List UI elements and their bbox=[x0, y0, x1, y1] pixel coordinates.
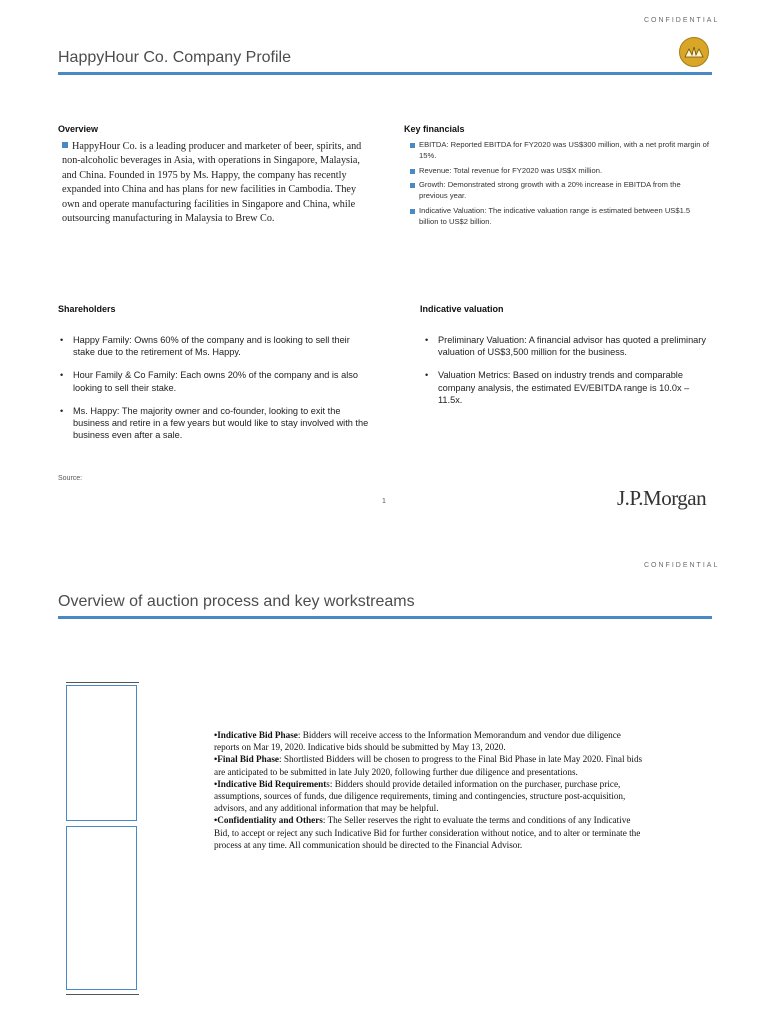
source-label: Source: bbox=[58, 475, 83, 482]
shareholders-heading: Shareholders bbox=[58, 304, 116, 314]
list-item: • Valuation Metrics: Based on industry trends and comparable company analysis, the estimated EV/EBITDA range is 10.0x – 11.5x. bbox=[425, 370, 690, 405]
bullet-dot-icon: • bbox=[60, 335, 64, 345]
bullet-square-icon bbox=[410, 143, 415, 148]
valuation-heading: Indicative valuation bbox=[420, 304, 504, 314]
list-item: Indicative Valuation: The indicative valuation range is estimated between US$1.5 billion to US$2 billion. bbox=[410, 206, 710, 228]
workstream-box bbox=[66, 685, 137, 821]
phase-paragraph: •Confidentiality and Others: The Seller reserves the right to evaluate the terms and conditions of any Indicative Bid, to accept or reject any such Indicative Bid for further consideration without notice, and to alter or terminate the process at any time. All communication should be directed to the Financial Advisor. bbox=[214, 815, 641, 850]
phase-paragraph: •Indicative Bid Requirements: Bidders should provide detailed information on the purchaser, purchase price, assumptions, sources of funds, due diligence requirements, timing and contingencies, structure post-acquisition, advisors, and any additional information that may be helpful. bbox=[214, 778, 626, 814]
phase-paragraph: •Final Bid Phase: Shortlisted Bidders will be chosen to progress to the Final Bid Phase in late May 2020. Final bids are anticipated to be submitted in late July 2020, following further due diligence and presentations. bbox=[214, 754, 643, 777]
page-number: 1 bbox=[382, 498, 386, 505]
list-item: EBITDA: Reported EBITDA for FY2020 was US$300 million, with a net profit margin of 15%. bbox=[410, 140, 710, 162]
page-title: Overview of auction process and key workstreams bbox=[58, 593, 415, 610]
key-financials-heading: Key financials bbox=[404, 124, 465, 134]
bullet-square-icon bbox=[410, 169, 415, 174]
bullet-dot-icon: • bbox=[60, 405, 64, 416]
overview-text-block bbox=[62, 140, 362, 226]
company-logo-icon bbox=[679, 37, 709, 67]
workstream-box bbox=[66, 826, 137, 990]
confidential-label: CONFIDENTIAL bbox=[644, 562, 720, 569]
bullet-dot-icon: • bbox=[60, 370, 64, 381]
overview-heading: Overview bbox=[58, 124, 99, 134]
bullet-dot-icon: • bbox=[425, 370, 429, 381]
list-item: • Hour Family & Co Family: Each owns 20% of the company and is also looking to sell their stake. bbox=[60, 370, 358, 393]
confidential-label: CONFIDENTIAL bbox=[644, 17, 720, 24]
list-item: Growth: Demonstrated strong growth with a 20% increase in EBITDA from the previous year. bbox=[410, 180, 710, 202]
key-financials-list bbox=[410, 140, 710, 232]
list-item: • Happy Family: Owns 60% of the company and is looking to sell their stake due to the retirement of Ms. Happy. bbox=[60, 335, 350, 358]
bullet-square-icon bbox=[410, 209, 415, 214]
title-rule bbox=[58, 616, 712, 619]
auction-phases-text bbox=[214, 729, 646, 851]
divider-line bbox=[66, 682, 139, 683]
page-title: HappyHour Co. Company Profile bbox=[58, 49, 291, 66]
list-item: Revenue: Total revenue for FY2020 was US$X million. bbox=[410, 166, 710, 177]
bullet-square-icon bbox=[410, 183, 415, 188]
title-rule bbox=[58, 72, 712, 75]
list-item: • Preliminary Valuation: A financial advisor has quoted a preliminary valuation of US$3,500 million for the business. bbox=[425, 335, 706, 358]
bullet-square-icon bbox=[62, 142, 68, 148]
phase-paragraph: •Indicative Bid Phase: Bidders will receive access to the Information Memorandum and vendor due diligence reports on Mar 19, 2020. Indicative bids should be submitted by May 13, 2020. bbox=[214, 730, 621, 753]
list-item: • Ms. Happy: The majority owner and co-founder, looking to exit the business and retire in a few years but would like to stay involved with the business even after a sale. bbox=[60, 405, 369, 441]
logo-mark-icon bbox=[683, 45, 705, 59]
bullet-dot-icon: • bbox=[425, 335, 429, 345]
divider-line bbox=[66, 994, 139, 995]
valuation-list bbox=[423, 334, 713, 417]
jpmorgan-logo: J.P.Morgan bbox=[617, 486, 707, 510]
shareholders-list bbox=[58, 334, 370, 452]
overview-text: HappyHour Co. is a leading producer and marketer of beer, spirits, and non-alcoholic beverages in Asia, with operations in Singapore, Malaysia, and China. Founded in 1975 by Ms. Happy, the company has recently expanded into China and has plans for new facilities in Cambodia. They own and operate manufacturing facilities in Singapore and China, while outsourcing manufacturing in Malaysia to Brew Co. bbox=[62, 141, 362, 225]
